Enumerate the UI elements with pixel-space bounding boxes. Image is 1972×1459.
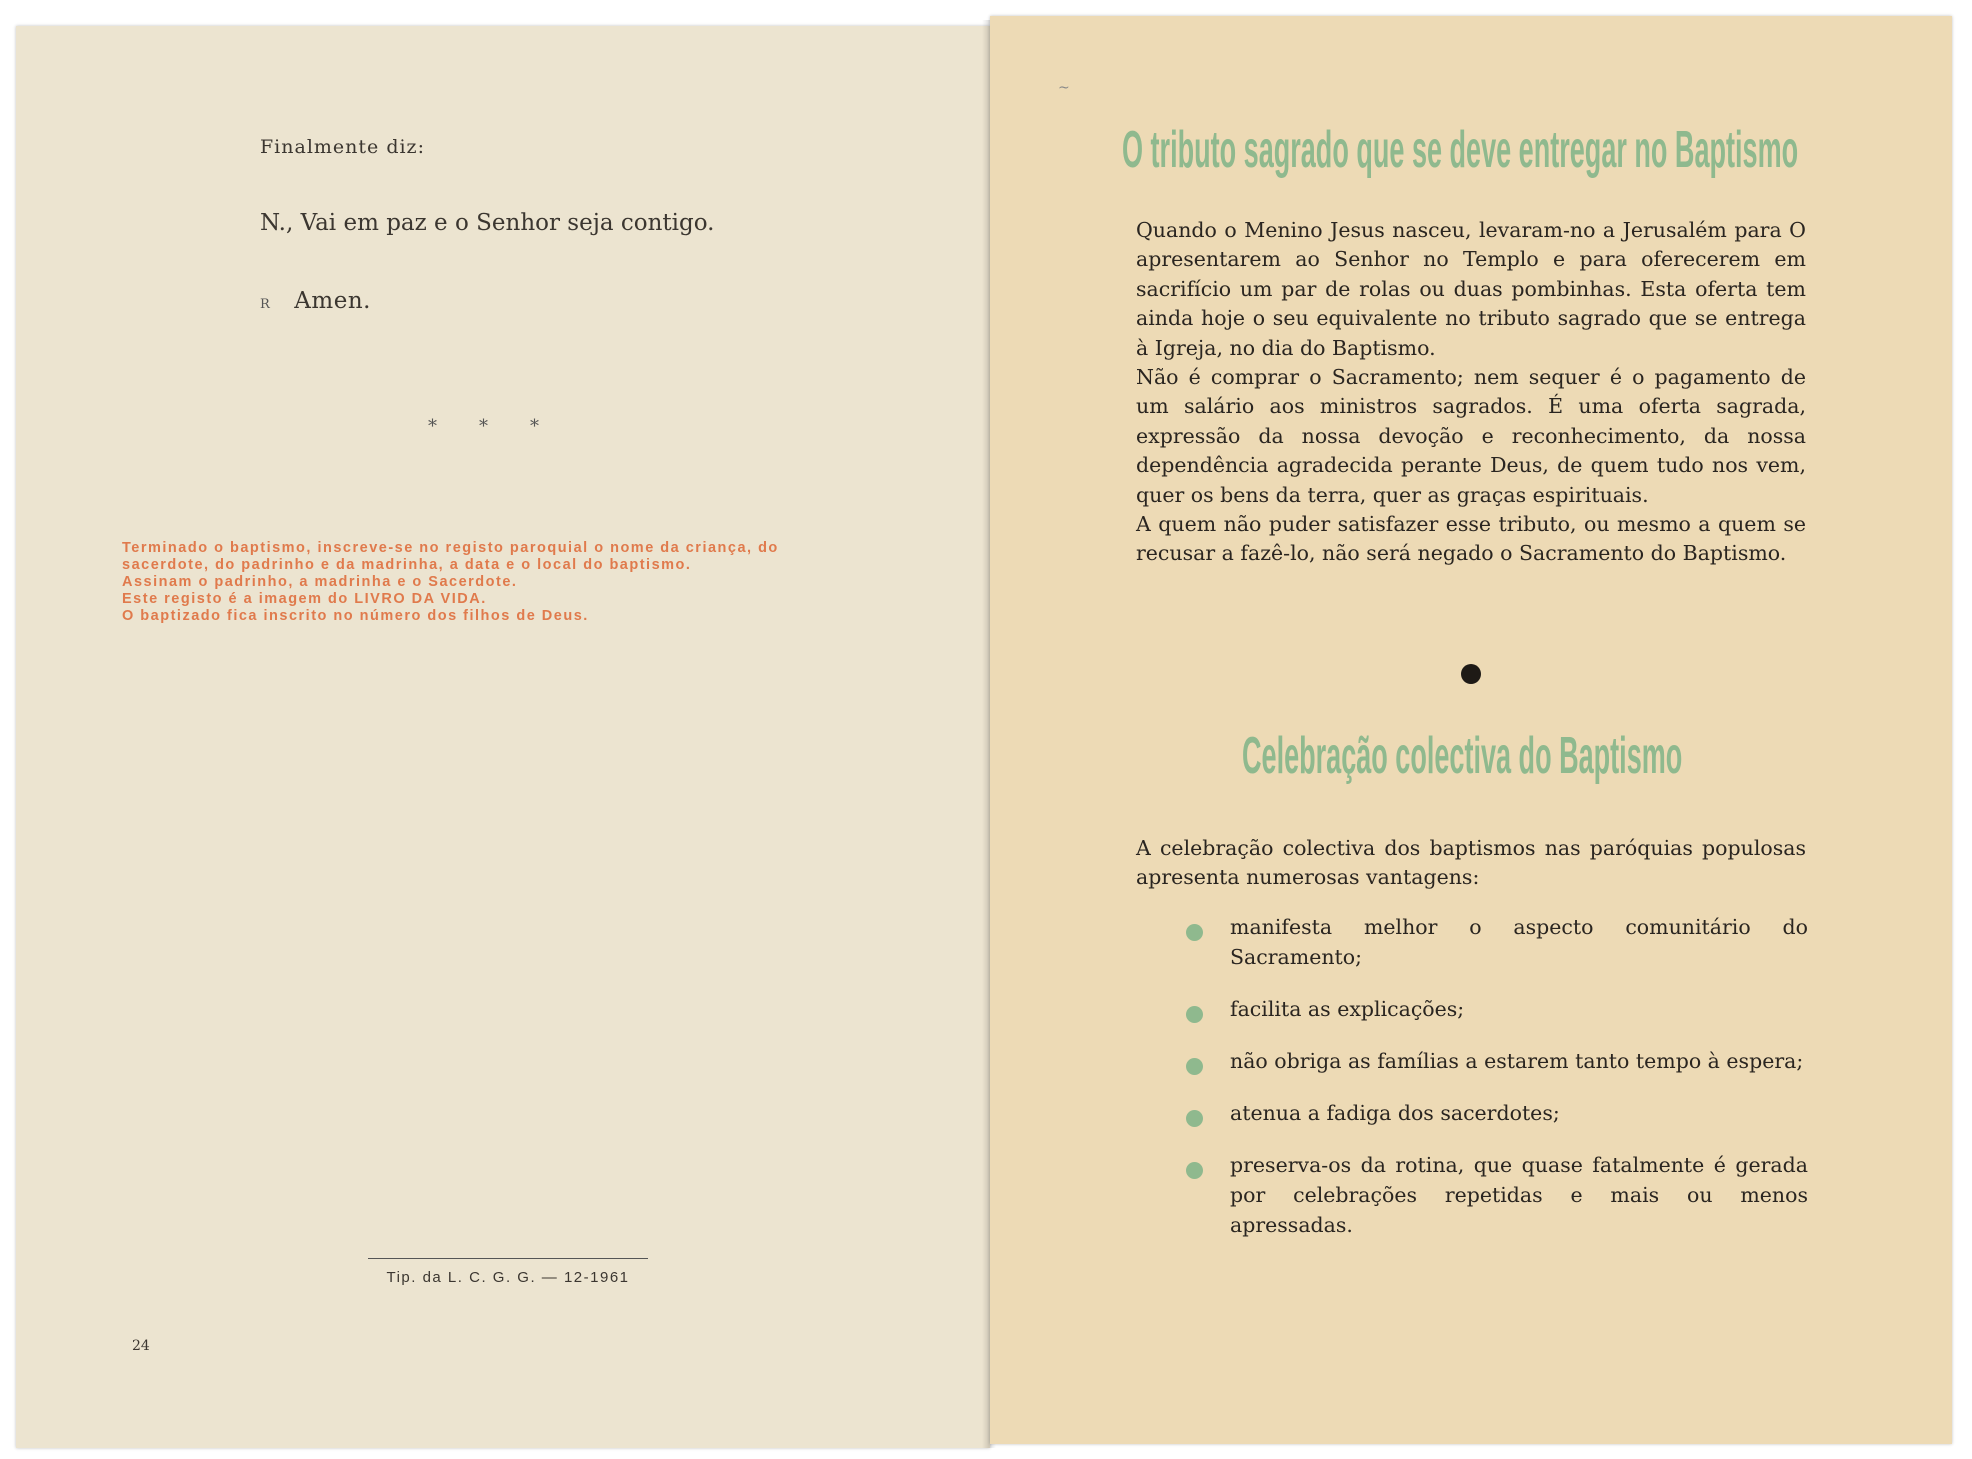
bullet-dot-icon <box>1186 924 1203 941</box>
section-title-tribute: O tributo sagrado que se deve entregar no Baptismo <box>1122 121 1799 179</box>
stray-mark: ~ <box>1058 80 1070 96</box>
advantages-list <box>1186 912 1808 1262</box>
list-item-text: atenua a fadiga dos sacerdotes; <box>1230 1101 1560 1125</box>
intro-text: Finalmente diz: <box>260 136 425 158</box>
section-separator <box>428 416 581 437</box>
blessing-text: N., Vai em paz e o Senhor seja contigo. <box>260 210 715 236</box>
paragraph: A quem não puder satisfazer esse tributo, ou mesmo a quem se recusar a fazê-lo, não será negado o Sacramento do Baptismo. <box>1136 512 1806 566</box>
note-line: O baptizado fica inscrito no número dos filhos de Deus. <box>122 608 589 624</box>
list-item-text: facilita as explicações; <box>1230 997 1465 1021</box>
left-page <box>16 26 990 1448</box>
paragraph: A celebração colectiva dos baptismos nas paróquias populosas apresenta numerosas vantagens: <box>1136 836 1806 890</box>
page-number: 24 <box>132 1338 150 1354</box>
list-item <box>1186 1098 1808 1128</box>
response-mark: R <box>260 297 271 312</box>
note-line: Este registo é a imagem do LIVRO DA VIDA. <box>122 591 487 607</box>
list-item-text: preserva-os da rotina, que quase fatalmente é gerada por celebrações repetidas e mais ou menos apressadas. <box>1230 1153 1808 1237</box>
separator-star: * <box>428 416 437 437</box>
bullet-dot-icon <box>1186 1058 1203 1075</box>
right-page <box>990 16 1952 1444</box>
paragraph: Não é comprar o Sacramento; nem sequer é o pagamento de um salário aos ministros sagrados. É uma oferta sagrada, expressão da nossa devoção e reconhecimento, da nossa dependência agradecida perante Deus, de quem tudo nos vem, quer os bens da terra, quer as graças espirituais. <box>1136 365 1806 507</box>
bullet-dot-icon <box>1186 1110 1203 1127</box>
list-item <box>1186 1046 1808 1076</box>
list-item-text: não obriga as famílias a estarem tanto tempo à espera; <box>1230 1049 1804 1073</box>
bullet-dot-icon <box>1186 1162 1203 1179</box>
section-title-collective: Celebração colectiva do Baptismo <box>1242 727 1683 785</box>
note-line: Assinam o padrinho, a madrinha e o Sacerdote. <box>122 574 518 590</box>
section-divider-dot <box>1461 664 1481 684</box>
tribute-text <box>1136 216 1806 569</box>
separator-star: * <box>479 416 488 437</box>
list-item <box>1186 912 1808 972</box>
note-line: Terminado o baptismo, inscreve-se no registo paroquial o nome da criança, do <box>122 540 779 556</box>
list-item <box>1186 994 1808 1024</box>
list-item <box>1186 1150 1808 1240</box>
imprint-divider <box>368 1258 648 1259</box>
paragraph: Quando o Menino Jesus nasceu, levaram-no a Jerusalém para O apresentarem ao Senhor no Templo e para oferecerem em sacrifício um par de rolas ou duas pombinhas. Esta oferta tem ainda hoje o seu equivalente no tributo sagrado que se entrega à Igreja, no dia do Baptismo. <box>1136 218 1806 360</box>
registry-note <box>122 540 912 625</box>
response-line <box>260 288 371 314</box>
separator-star: * <box>530 416 539 437</box>
bullet-dot-icon <box>1186 1006 1203 1023</box>
note-line: sacerdote, do padrinho e da madrinha, a data e o local do baptismo. <box>122 557 692 573</box>
list-item-text: manifesta melhor o aspecto comunitário do Sacramento; <box>1230 915 1808 969</box>
printer-imprint: Tip. da L. C. G. G. — 12-1961 <box>386 1269 630 1286</box>
response-text: Amen. <box>294 288 371 314</box>
